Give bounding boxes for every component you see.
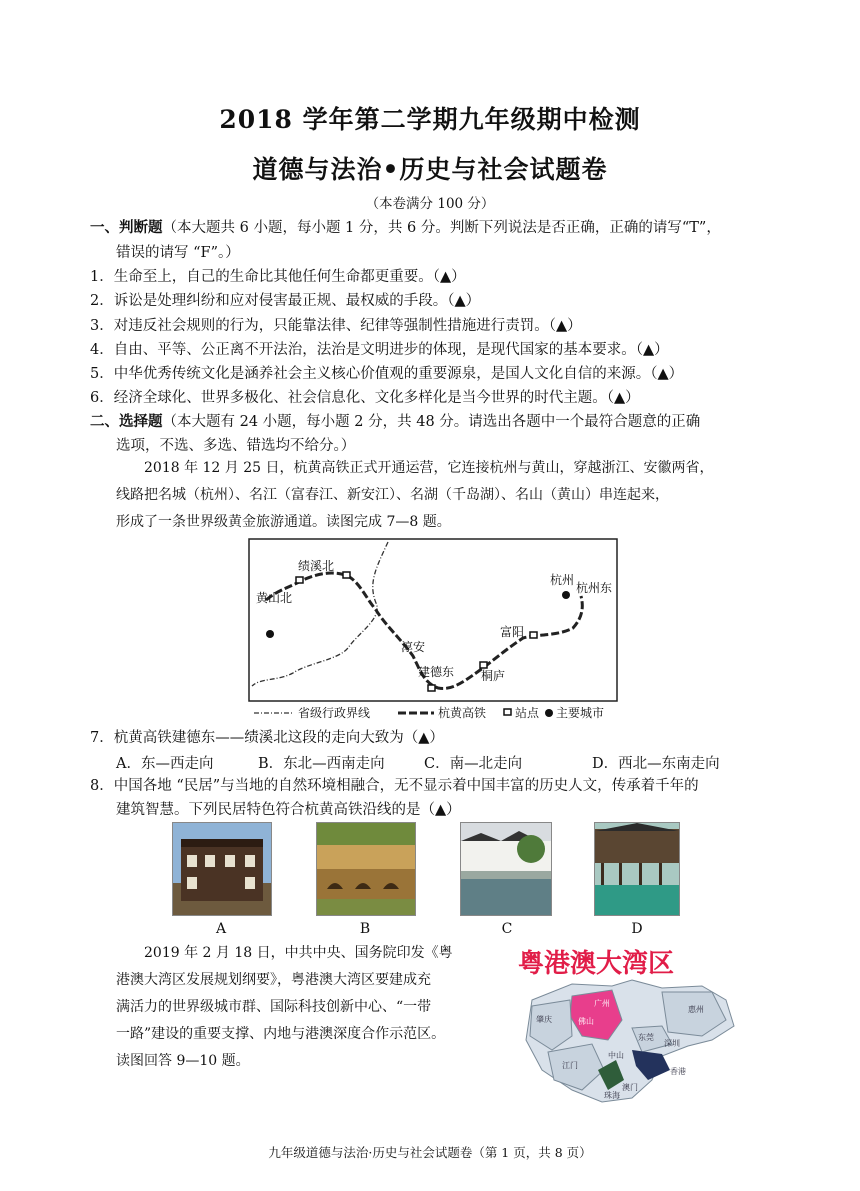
bay-city-label: 珠海 xyxy=(604,1091,620,1100)
photo-caption-c: C xyxy=(501,921,513,937)
bay-city-label: 广州 xyxy=(594,999,610,1008)
section2-header-line xyxy=(90,412,700,432)
judge-item: 5．中华优秀传统文化是涵养社会主义核心价值观的重要源泉，是国人文化自信的来源。（▲） xyxy=(90,366,684,382)
section1-instruction-a: （本大题共 6 小题，每小题 1 分，共 6 分。判断下列说法是否正确，正确的请写“T”， xyxy=(162,220,721,236)
q7-option-a: A．东—西走向 xyxy=(116,756,214,772)
bay-city-label: 江门 xyxy=(562,1061,578,1070)
bay-map-title: 粤港澳大湾区 xyxy=(518,949,675,979)
passage-line: 2018 年 12 月 25 日，杭黄高铁正式开通运营，它连接杭州与黄山，穿越浙江、安徽两省， xyxy=(144,460,714,476)
question-7-stem: 7．杭黄高铁建德东——绩溪北这段的走向大致为（▲） xyxy=(90,730,444,746)
bay-city-label: 香港 xyxy=(670,1067,686,1076)
judge-item: 4．自由、平等、公正离不开法治，法治是文明进步的体现，是现代国家的基本要求。（▲） xyxy=(90,342,669,358)
bay-city-label: 肇庆 xyxy=(536,1015,552,1024)
dwelling-photo-d xyxy=(594,822,680,916)
dwelling-photo-c xyxy=(460,822,552,916)
station-label: 建德东 xyxy=(418,665,455,679)
bay-city-label: 深圳 xyxy=(664,1039,680,1048)
q7-option-d: D．西北—东南走向 xyxy=(592,756,720,772)
photo-caption-d: D xyxy=(631,921,643,937)
section1-instruction-b: 错误的请写 “F”。） xyxy=(116,245,240,261)
station-label: 桐庐 xyxy=(481,669,506,683)
bay-city-label: 中山 xyxy=(608,1051,624,1060)
passage-line: 读图回答 9—10 题。 xyxy=(116,1053,250,1069)
legend-label: 主要城市 xyxy=(556,706,605,720)
station-label: 黄山北 xyxy=(256,591,293,605)
question-8-stem-b: 建筑智慧。下列民居特色符合杭黄高铁沿线的是（▲） xyxy=(116,802,461,818)
section1-header-line xyxy=(90,218,721,238)
judge-item: 3．对违反社会规则的行为，只能靠法律、纪律等强制性措施进行责罚。（▲） xyxy=(90,318,582,334)
score-note: （本卷满分 100 分） xyxy=(365,196,495,212)
q7-option-c: C．南—北走向 xyxy=(424,756,523,772)
photo-caption-a: A xyxy=(215,921,227,937)
passage-line: 线路把名城（杭州）、名江（富春江、新安江）、名湖（千岛湖）、名山（黄山）串连起来， xyxy=(116,487,669,503)
station-marker xyxy=(428,685,435,691)
station-label: 绩溪北 xyxy=(298,559,335,573)
judge-item: 6．经济全球化、世界多极化、社会信息化、文化多样化是当今世界的时代主题。（▲） xyxy=(90,390,640,406)
passage-line: 2019 年 2 月 18 日，中共中央、国务院印发《粤 xyxy=(144,945,453,961)
dwelling-photo-b xyxy=(316,822,416,916)
passage-line: 满活力的世界级城市群、国际科技创新中心、“一带 xyxy=(116,999,432,1015)
passage-line: 港澳大湾区发展规划纲要》，粤港澳大湾区要建成充 xyxy=(116,972,431,988)
photo-caption-b: B xyxy=(359,921,371,937)
station-label: 淳安 xyxy=(401,640,426,654)
question-8-stem-a: 8．中国各地 “民居”与当地的自然环境相融合，无不显示着中国丰富的历史人文，传承着千年的 xyxy=(90,778,699,794)
section1-heading: 一、判断题 xyxy=(90,219,163,236)
station-label: 富阳 xyxy=(500,625,525,639)
rail-map xyxy=(248,538,618,730)
legend-station-symbol xyxy=(504,709,511,715)
judge-item: 1．生命至上，自己的生命比其他任何生命都更重要。（▲） xyxy=(90,269,466,285)
dwelling-photo-a xyxy=(172,822,272,916)
station-marker xyxy=(480,662,487,668)
passage-rail xyxy=(116,455,796,536)
bay-city-label: 东莞 xyxy=(638,1033,654,1042)
section2-instruction-b: 选项，不选、多选、错选均不给分。） xyxy=(116,438,356,454)
legend-label: 杭黄高铁 xyxy=(438,706,487,720)
city-dot xyxy=(266,630,274,638)
city-label: 杭州 xyxy=(550,573,575,587)
legend-city-symbol xyxy=(545,709,553,717)
station-label: 杭州东 xyxy=(576,581,613,595)
bay-city-label: 澳门 xyxy=(622,1083,638,1092)
passage-line: 形成了一条世界级黄金旅游通道。读图完成 7—8 题。 xyxy=(116,514,451,530)
section2-instruction-a: （本大题有 24 小题，每小题 2 分，共 48 分。请选出各题中一个最符合题意的正确 xyxy=(162,414,701,430)
exam-title: 2018 学年第二学期九年级期中检测 xyxy=(219,105,641,134)
passage-line: 一路”建设的重要支撑、内地与港澳深度合作示范区。 xyxy=(116,1026,446,1042)
legend-label: 省级行政界线 xyxy=(298,706,371,720)
bay-city-label: 惠州 xyxy=(688,1005,704,1014)
q7-option-b: B．东北—西南走向 xyxy=(258,756,385,772)
station-marker xyxy=(343,572,350,578)
city-dot xyxy=(562,591,570,599)
exam-subtitle: 道德与法治•历史与社会试题卷 xyxy=(252,155,608,184)
station-marker xyxy=(296,577,303,583)
bay-city-label: 佛山 xyxy=(578,1017,594,1026)
passage-bay-area xyxy=(116,940,506,1075)
judge-item: 2．诉讼是处理纠纷和应对侵害最正规、最权威的手段。（▲） xyxy=(90,293,481,309)
bay-area-map xyxy=(512,940,744,1108)
page-footer: 九年级道德与法治·历史与社会试题卷（第 1 页，共 8 页） xyxy=(268,1145,592,1160)
legend-label: 站点 xyxy=(515,706,540,720)
section2-heading: 二、选择题 xyxy=(90,413,163,430)
station-marker xyxy=(530,632,537,638)
